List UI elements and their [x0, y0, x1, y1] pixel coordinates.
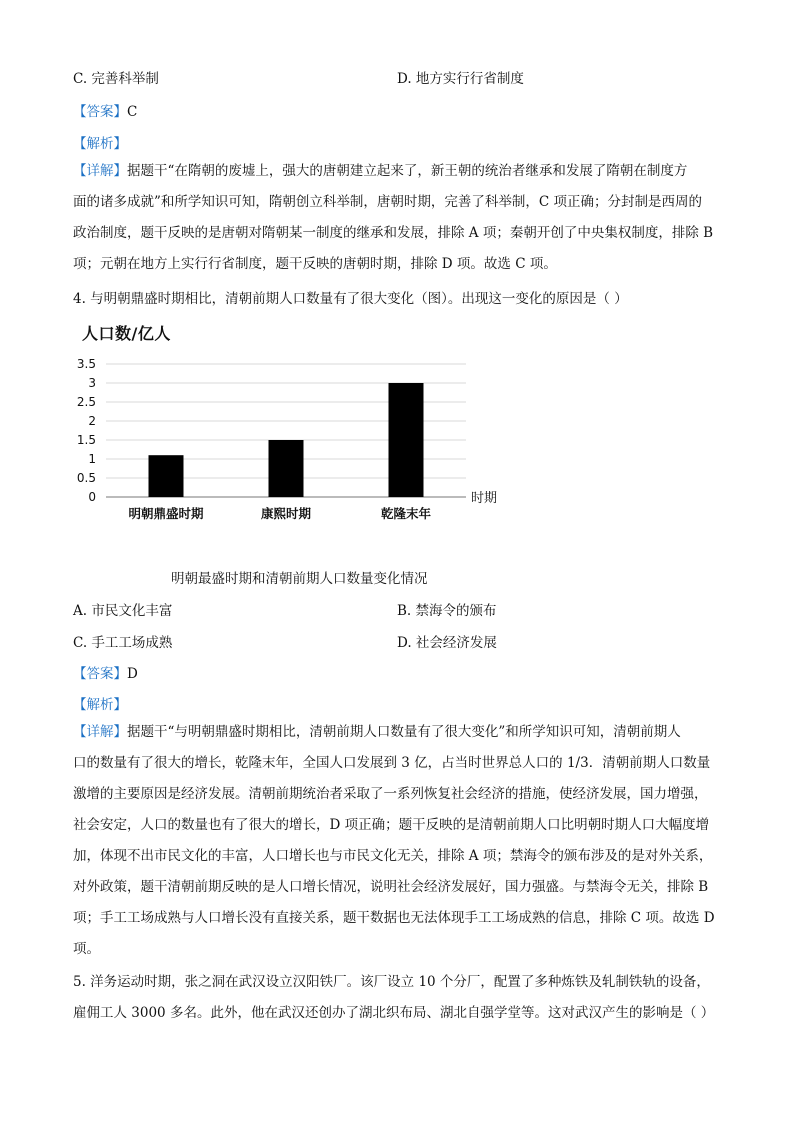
- detail-line: 加，体现不出市民文化的丰富，人口增长也与市民文化无关，排除 A 项；禁海令的颁布涉及的是对外关系，: [73, 848, 713, 864]
- bar: [269, 440, 304, 497]
- q3-analysis-tag: 【解析】: [73, 136, 127, 152]
- answer-value: C: [127, 104, 138, 120]
- q4-answer: [73, 662, 138, 682]
- detail-line: 据题干“在隋朝的废墟上，强大的唐朝建立起来了，新王朝的统治者继承和发展了隋朝在制度方: [127, 163, 688, 179]
- q4-detail: [73, 717, 723, 965]
- q5-line: 雇佣工人 3000 多名。此外，他在武汉还创办了湖北织布局、湖北自强学堂等。这对武汉产生的影响是（ ）: [73, 1005, 715, 1021]
- bar: [149, 455, 184, 497]
- detail-line: 口的数量有了很大的增长，乾隆末年，全国人口发展到 3 亿，占当时世界总人口的 1/3．清朝前期人口数量: [73, 755, 711, 771]
- y-tick-label: 2: [88, 414, 96, 428]
- x-category-label: 乾隆末年: [380, 506, 432, 521]
- q3-option-d: D. 地方实行行省制度: [397, 71, 524, 87]
- q4-option-c: C. 手工工场成熟: [73, 635, 173, 651]
- detail-line: 对外政策，题干清朝前期反映的是人口增长情况，说明社会经济发展好，国力强盛。与禁海令无关，排除 B: [73, 879, 709, 895]
- y-tick-label: 0.5: [76, 471, 96, 485]
- detail-line: 政治制度，题干反映的是唐朝对隋朝某一制度的继承和发展，排除 A 项；秦朝开创了中央集权制度，排除 B: [73, 225, 714, 241]
- chart-title: 人口数/亿人: [82, 324, 171, 343]
- y-tick-label: 1: [88, 452, 96, 466]
- detail-line: 项。: [73, 941, 100, 957]
- detail-line: 激增的主要原因是经济发展。清朝前期统治者采取了一系列恢复社会经济的措施，使经济发展，国力增强，: [73, 786, 708, 802]
- y-tick-label: 3.5: [76, 357, 96, 371]
- x-category-label: 明朝鼎盛时期: [128, 506, 204, 521]
- detail-line: 项；元朝在地方上实行行省制度，题干反映的唐朝时期，排除 D 项。故选 C 项。: [73, 256, 557, 272]
- q5-stem: [73, 967, 723, 1029]
- q5-line: 5. 洋务运动时期，张之洞在武汉设立汉阳铁厂。该厂设立 10 个分厂，配置了多种炼铁及轧制铁轨的设备，: [73, 974, 710, 990]
- population-chart: [70, 316, 530, 536]
- q4-analysis-tag: 【解析】: [73, 697, 127, 713]
- bar-chart-svg: [70, 316, 530, 536]
- bar: [389, 383, 424, 497]
- detail-line: 面的诸多成就”和所学知识可知，隋朝创立科举制，唐朝时期，完善了科举制，C 项正确；分封制是西周的: [73, 194, 703, 210]
- q3-detail: [73, 156, 723, 280]
- x-category-label: 康熙时期: [260, 506, 312, 521]
- detail-line: 项；手工工场成熟与人口增长没有直接关系，题干数据也无法体现手工工场成熟的信息，排除 C 项。故选 D: [73, 910, 715, 926]
- q4-option-d: D. 社会经济发展: [397, 635, 497, 651]
- chart-caption: 明朝最盛时期和清朝前期人口数量变化情况: [171, 571, 428, 587]
- detail-tag: 【详解】: [73, 724, 127, 740]
- answer-value: D: [127, 666, 138, 682]
- detail-line: 社会安定，人口的数量也有了很大的增长，D 项正确；题干反映的是清朝前期人口比明朝时期人口大幅度增: [73, 817, 710, 833]
- detail-line: 据题干“与明朝鼎盛时期相比，清朝前期人口数量有了很大变化”和所学知识可知，清朝前期人: [127, 724, 681, 740]
- y-tick-label: 2.5: [76, 395, 96, 409]
- q4-stem: 4. 与明朝鼎盛时期相比，清朝前期人口数量有了很大变化（图）。出现这一变化的原因是（ ）: [73, 291, 628, 307]
- answer-tag: 【答案】: [73, 666, 127, 682]
- q3-answer: [73, 100, 137, 120]
- q3-option-c: C. 完善科举制: [73, 71, 159, 87]
- answer-tag: 【答案】: [73, 104, 127, 120]
- q4-option-b: B. 禁海令的颁布: [397, 603, 497, 619]
- y-tick-label: 1.5: [76, 433, 96, 447]
- x-axis-label: 时期: [471, 491, 498, 506]
- y-tick-label: 3: [88, 376, 96, 390]
- q4-option-a: A. 市民文化丰富: [73, 603, 173, 619]
- detail-tag: 【详解】: [73, 163, 127, 179]
- y-tick-label: 0: [88, 490, 96, 504]
